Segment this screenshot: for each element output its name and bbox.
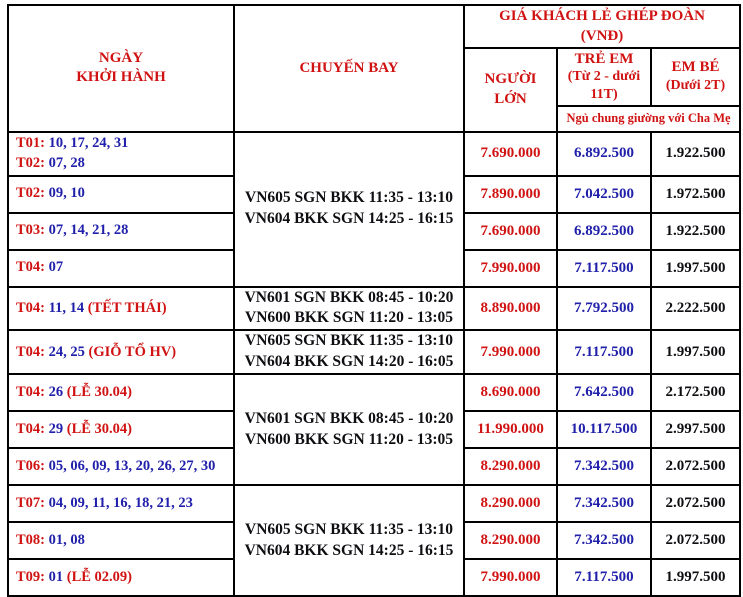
adult-price: 8.290.000 xyxy=(464,448,557,485)
infant-price: 2.222.500 xyxy=(651,287,740,331)
header-date-line2: KHỞI HÀNH xyxy=(76,69,166,86)
date-numbers: 11, 14 xyxy=(48,299,85,316)
header-adult-line1: NGƯỜI xyxy=(484,71,537,87)
month-label: T02: xyxy=(16,185,45,202)
date-numbers: 07 xyxy=(48,259,64,276)
holiday-note: (LỄ 02.09) xyxy=(66,569,132,586)
holiday-note: (LỄ 30.04) xyxy=(66,384,132,401)
departure-date-cell xyxy=(8,485,234,522)
infant-price: 1.997.500 xyxy=(651,330,740,374)
table-row xyxy=(8,330,740,374)
flight-line: VN600 BKK SGN 11:20 - 13:05 xyxy=(245,430,453,448)
child-price: 7.642.500 xyxy=(557,374,651,411)
date-line xyxy=(16,258,233,277)
price-table xyxy=(7,4,741,597)
date-numbers: 07, 28 xyxy=(48,154,85,171)
departure-date-cell xyxy=(8,411,234,448)
month-label: T08: xyxy=(16,532,45,549)
date-line xyxy=(16,494,233,513)
header-price-group xyxy=(464,5,740,48)
infant-price: 2.072.500 xyxy=(651,522,740,559)
month-label: T04: xyxy=(16,343,45,360)
flight-line: VN604 BKK SGN 14:20 - 16:05 xyxy=(244,353,454,371)
date-line xyxy=(16,531,233,550)
date-numbers: 07, 14, 21, 28 xyxy=(48,222,129,239)
date-line xyxy=(16,457,233,476)
departure-date-cell xyxy=(8,287,234,331)
header-flight: CHUYẾN BAY xyxy=(234,5,464,132)
adult-price: 11.990.000 xyxy=(464,411,557,448)
child-price: 7.117.500 xyxy=(557,559,651,596)
child-price: 7.042.500 xyxy=(557,176,651,213)
header-infant-title: EM BÉ xyxy=(671,59,720,76)
date-line xyxy=(16,299,233,318)
departure-date-cell xyxy=(8,330,234,374)
header-adult-line2: LỚN xyxy=(494,90,527,107)
flight-cell xyxy=(234,132,464,287)
infant-price: 2.072.500 xyxy=(651,485,740,522)
departure-date-cell xyxy=(8,374,234,411)
date-numbers: 01 xyxy=(48,569,64,586)
child-price: 7.117.500 xyxy=(557,250,651,287)
header-note: Ngủ chung giường với Cha Mẹ xyxy=(557,106,740,132)
header-price-title: GIÁ KHÁCH LẺ GHÉP ĐOÀN xyxy=(499,8,705,24)
header-date-line1: NGÀY xyxy=(98,49,144,66)
header-child-sub: (Từ 2 - dưới 11T) xyxy=(567,69,641,102)
child-price: 10.117.500 xyxy=(557,411,651,448)
adult-price: 7.990.000 xyxy=(464,559,557,596)
date-numbers: 01, 08 xyxy=(48,532,85,549)
header-departure-date xyxy=(8,5,234,132)
month-label: T04: xyxy=(16,259,45,276)
infant-price: 2.997.500 xyxy=(651,411,740,448)
date-line xyxy=(16,420,233,439)
departure-date-cell xyxy=(8,213,234,250)
month-label: T03: xyxy=(16,222,45,239)
table-row xyxy=(8,132,740,176)
header-infant-sub: (Dưới 2T) xyxy=(665,78,726,94)
flight-cell xyxy=(234,374,464,485)
departure-date-cell xyxy=(8,176,234,213)
date-line xyxy=(16,343,233,362)
adult-price: 8.290.000 xyxy=(464,522,557,559)
month-label: T04: xyxy=(16,299,45,316)
flight-cell xyxy=(234,330,464,374)
month-label: T02: xyxy=(16,154,45,171)
date-numbers: 05, 06, 09, 13, 20, 26, 27, 30 xyxy=(48,458,216,475)
departure-date-cell xyxy=(8,448,234,485)
adult-price: 7.990.000 xyxy=(464,330,557,374)
adult-price: 8.890.000 xyxy=(464,287,557,331)
flight-line: VN605 SGN BKK 11:35 - 13:10 xyxy=(245,520,453,538)
month-label: T07: xyxy=(16,495,45,512)
table-row xyxy=(8,374,740,411)
departure-date-cell xyxy=(8,522,234,559)
holiday-note: (GIỖ TỔ HV) xyxy=(88,343,177,360)
header-row-1 xyxy=(8,5,740,48)
holiday-note: (LỄ 30.04) xyxy=(66,421,132,438)
adult-price: 8.690.000 xyxy=(464,374,557,411)
flight-line: VN605 SGN BKK 11:35 - 13:10 xyxy=(245,189,453,207)
date-line xyxy=(16,184,233,203)
date-line xyxy=(16,154,233,173)
date-numbers: 24, 25 xyxy=(48,343,85,360)
departure-date-cell xyxy=(8,132,234,176)
adult-price: 7.990.000 xyxy=(464,250,557,287)
child-price: 7.342.500 xyxy=(557,485,651,522)
header-child-title: TRẺ EM xyxy=(574,50,634,67)
table-row xyxy=(8,287,740,331)
date-numbers: 09, 10 xyxy=(48,185,85,202)
date-line xyxy=(16,221,233,240)
flight-line: VN601 SGN BKK 08:45 - 10:20 xyxy=(244,288,454,306)
child-price: 7.117.500 xyxy=(557,330,651,374)
month-label: T01: xyxy=(16,135,45,152)
flight-cell xyxy=(234,287,464,331)
header-child xyxy=(557,48,651,106)
holiday-note: (TẾT THÁI) xyxy=(87,299,167,316)
header-price-unit: (VNĐ) xyxy=(580,28,624,45)
adult-price: 7.690.000 xyxy=(464,213,557,250)
child-price: 7.792.500 xyxy=(557,287,651,331)
departure-date-cell xyxy=(8,250,234,287)
date-numbers: 10, 17, 24, 31 xyxy=(48,135,129,152)
month-label: T09: xyxy=(16,569,45,586)
infant-price: 1.972.500 xyxy=(651,176,740,213)
month-label: T06: xyxy=(16,458,45,475)
child-price: 6.892.500 xyxy=(557,213,651,250)
flight-line: VN601 SGN BKK 08:45 - 10:20 xyxy=(244,409,454,427)
flight-line: VN604 BKK SGN 14:25 - 16:15 xyxy=(244,541,454,559)
flight-line: VN605 SGN BKK 11:35 - 13:10 xyxy=(245,332,453,350)
month-label: T04: xyxy=(16,421,45,438)
infant-price: 1.922.500 xyxy=(651,213,740,250)
infant-price: 2.172.500 xyxy=(651,374,740,411)
date-numbers: 29 xyxy=(48,421,64,438)
flight-cell xyxy=(234,485,464,596)
adult-price: 8.290.000 xyxy=(464,485,557,522)
header-adult xyxy=(464,48,557,132)
adult-price: 7.690.000 xyxy=(464,132,557,176)
infant-price: 1.997.500 xyxy=(651,250,740,287)
header-infant xyxy=(651,48,740,106)
flight-line: VN600 BKK SGN 11:20 - 13:05 xyxy=(245,309,453,327)
date-numbers: 26 xyxy=(48,384,64,401)
table-row xyxy=(8,485,740,522)
child-price: 6.892.500 xyxy=(557,132,651,176)
date-line xyxy=(16,134,233,153)
infant-price: 2.072.500 xyxy=(651,448,740,485)
child-price: 7.342.500 xyxy=(557,448,651,485)
infant-price: 1.922.500 xyxy=(651,132,740,176)
flight-line: VN604 BKK SGN 14:25 - 16:15 xyxy=(244,210,454,227)
date-numbers: 04, 09, 11, 16, 18, 21, 23 xyxy=(48,495,193,512)
infant-price: 1.997.500 xyxy=(651,559,740,596)
child-price: 7.342.500 xyxy=(557,522,651,559)
date-line xyxy=(16,383,233,402)
adult-price: 7.890.000 xyxy=(464,176,557,213)
month-label: T04: xyxy=(16,384,45,401)
